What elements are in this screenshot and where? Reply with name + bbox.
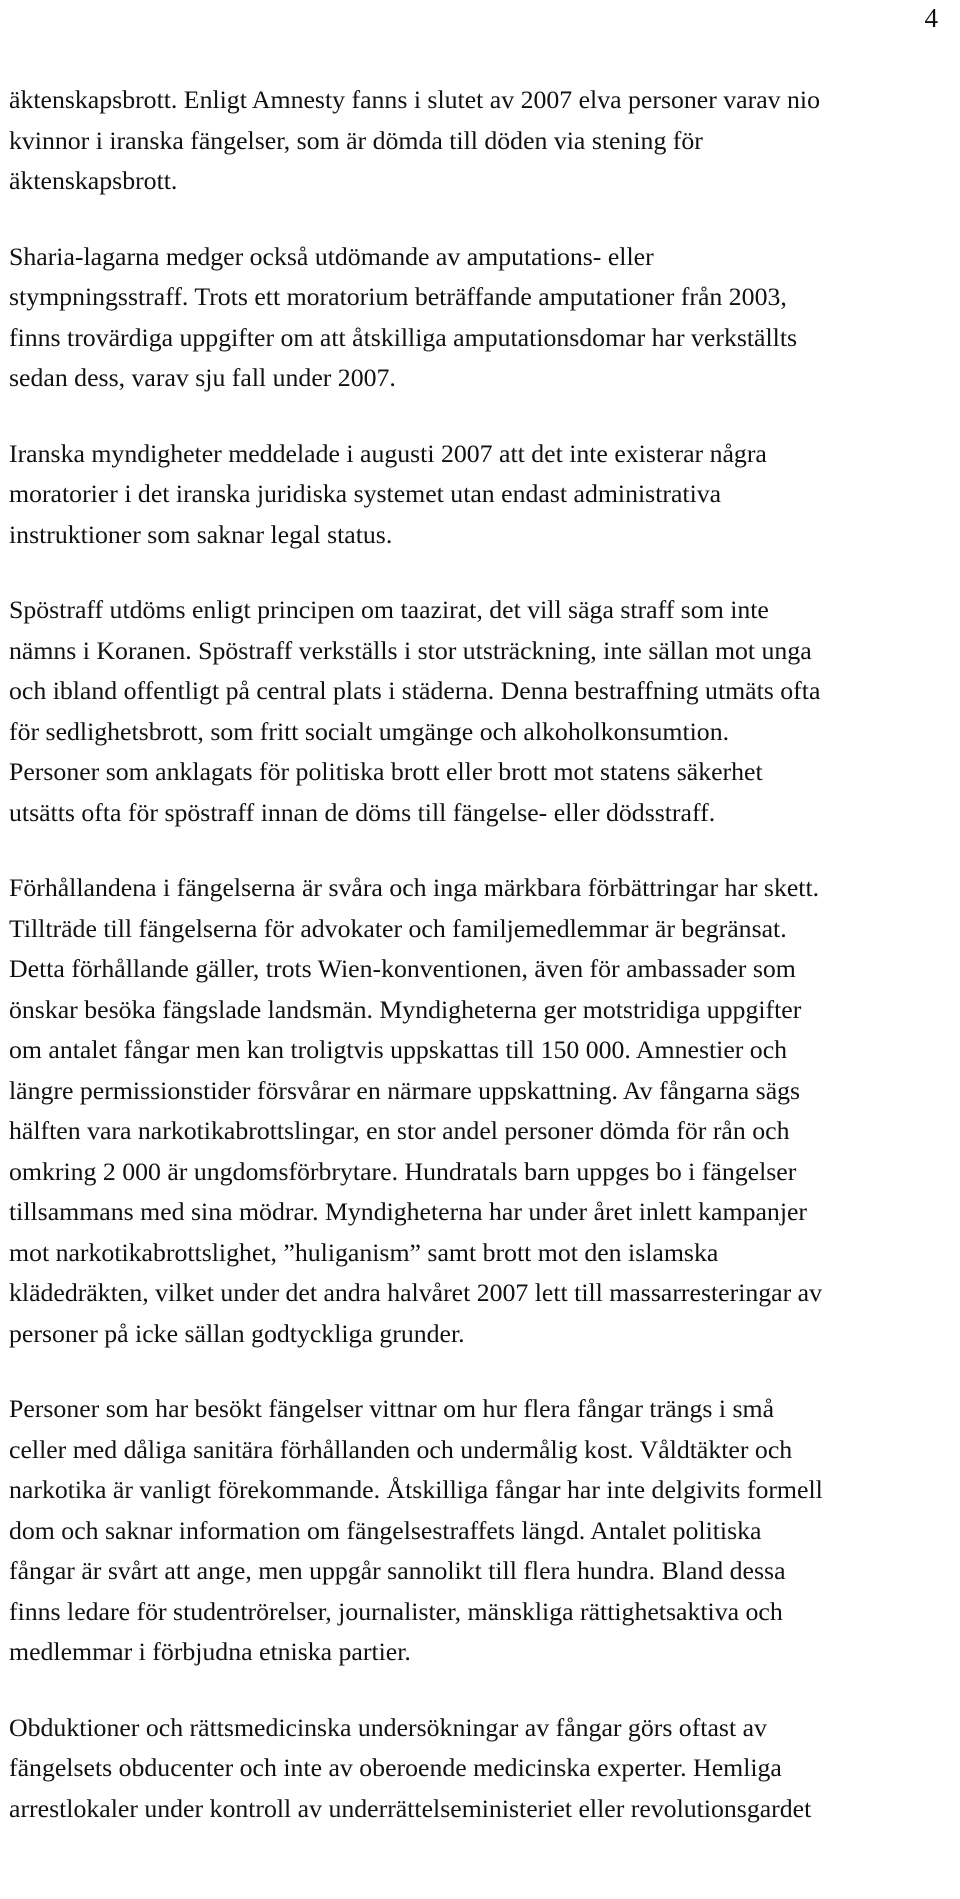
text-line: moratorier i det iranska juridiska systemet utan endast administrativa: [9, 479, 722, 508]
text-line: finns ledare för studentrörelser, journalister, mänskliga rättighetsaktiva och: [9, 1596, 783, 1626]
paragraph: [9, 80, 949, 202]
text-line: Obduktioner och rättsmedicinska undersökningar av fångar görs oftast av: [9, 1712, 767, 1742]
text-line: stympningsstraff. Trots ett moratorium beträffande amputationer från 2003,: [9, 282, 787, 311]
text-line: mot narkotikabrottslighet, ”huliganism” samt brott mot den islamska: [9, 1237, 719, 1267]
text-line: Spöstraff utdöms enligt principen om taazirat, det vill säga straff som inte: [9, 595, 769, 624]
text-line: omkring 2 000 är ungdomsförbrytare. Hundratals barn uppges bo i fängelser: [9, 1156, 797, 1186]
text-line: om antalet fångar men kan troligtvis uppskattas till 150 000. Amnestier och: [9, 1035, 788, 1064]
text-line: utsätts ofta för spöstraff innan de döms till fängelse- eller dödsstraff.: [9, 797, 716, 827]
text-line: narkotika är vanligt förekommande. Åtskilliga fångar har inte delgivits formell: [9, 1475, 823, 1504]
text-line: längre permissionstider försvårar en närmare uppskattning. Av fångarna sägs: [9, 1075, 801, 1105]
text-line: Förhållandena i fängelserna är svåra och inga märkbara förbättringar har skett.: [9, 873, 820, 902]
text-line: arrestlokaler under kontroll av underrättelseministeriet eller revolutionsgardet: [9, 1793, 812, 1823]
text-line: celler med dåliga sanitära förhållanden och undermålig kost. Våldtäkter och: [9, 1434, 793, 1464]
text-line: nämns i Koranen. Spöstraff verkställs i stor utsträckning, inte sällan mot unga: [9, 635, 812, 665]
text-line: önskar besöka fängslade landsmän. Myndigheterna ger motstridiga uppgifter: [9, 994, 802, 1024]
text-line: sedan dess, varav sju fall under 2007.: [9, 363, 396, 392]
text-line: hälften vara narkotikabrottslingar, en stor andel personer dömda för rån och: [9, 1116, 790, 1145]
document-body: [9, 80, 949, 1829]
text-line: fängelsets obducenter och inte av oberoende medicinska experter. Hemliga: [9, 1753, 782, 1782]
text-line: Personer som anklagats för politiska brott eller brott mot statens säkerhet: [9, 757, 763, 786]
text-line: dom och saknar information om fängelsestraffets längd. Antalet politiska: [9, 1515, 762, 1545]
text-line: Iranska myndigheter meddelade i augusti 2007 att det inte existerar några: [9, 438, 767, 468]
text-line: Sharia-lagarna medger också utdömande av amputations- eller: [9, 241, 654, 271]
text-line: för sedlighetsbrott, som fritt socialt umgänge och alkoholkonsumtion.: [9, 716, 730, 746]
paragraph: [9, 1389, 949, 1673]
paragraph: [9, 868, 949, 1354]
text-line: instruktioner som saknar legal status.: [9, 519, 393, 549]
text-line: kvinnor i iranska fängelser, som är dömda till döden via stening för: [9, 125, 703, 155]
text-line: Tillträde till fängelserna för advokater och familjemedlemmar är begränsat.: [9, 913, 787, 943]
text-line: äktenskapsbrott.: [9, 166, 178, 195]
paragraph: [9, 434, 949, 556]
text-line: Personer som har besökt fängelser vittnar om hur flera fångar trängs i små: [9, 1394, 775, 1423]
paragraph: [9, 590, 949, 833]
text-line: Detta förhållande gäller, trots Wien-konventionen, även för ambassader som: [9, 954, 796, 983]
text-line: och ibland offentligt på central plats i städerna. Denna bestraffning utmäts ofta: [9, 676, 821, 705]
page-number: 4: [924, 3, 938, 33]
text-line: fångar är svårt att ange, men uppgår sannolikt till flera hundra. Bland dessa: [9, 1556, 786, 1585]
text-line: klädedräkten, vilket under det andra halvåret 2007 lett till massarresteringar av: [9, 1278, 823, 1307]
text-line: medlemmar i förbjudna etniska partier.: [9, 1637, 411, 1666]
paragraph: [9, 237, 949, 399]
text-line: äktenskapsbrott. Enligt Amnesty fanns i slutet av 2007 elva personer varav nio: [9, 85, 820, 114]
text-line: tillsammans med sina mödrar. Myndigheterna har under året inlett kampanjer: [9, 1197, 808, 1226]
text-line: personer på icke sällan godtyckliga grunder.: [9, 1318, 465, 1348]
text-line: finns trovärdiga uppgifter om att åtskilliga amputationsdomar har verkställts: [9, 322, 798, 352]
paragraph: [9, 1708, 949, 1830]
